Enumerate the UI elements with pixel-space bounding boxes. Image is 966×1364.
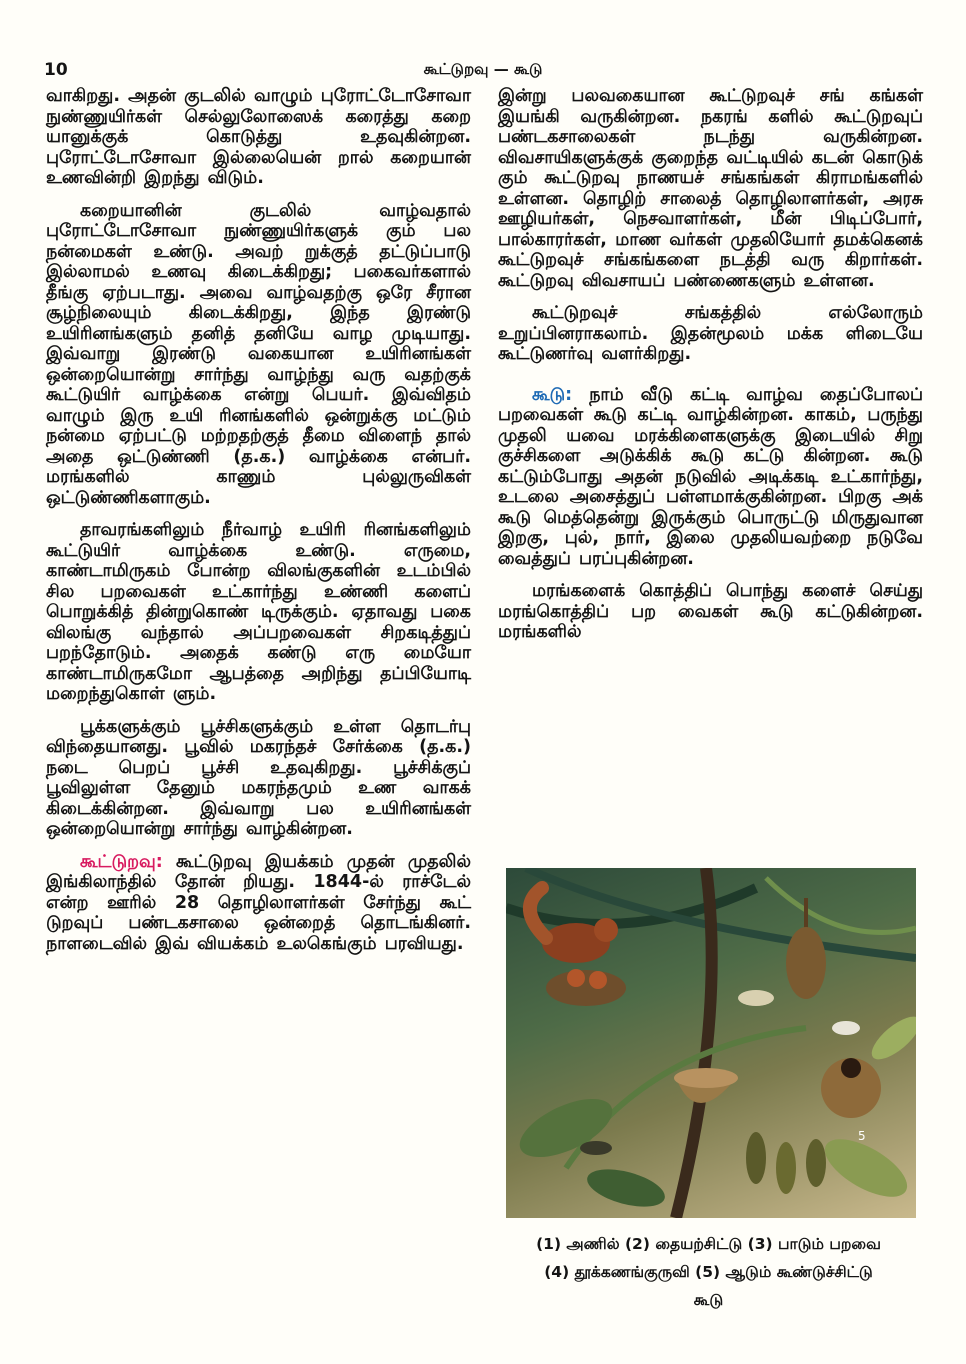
page-number: 10: [44, 60, 68, 80]
koodu-paragraph: [498, 385, 923, 570]
caption-line: (4) தூக்கணங்குருவி (5) ஆடும் கூண்டுச்சிட்டு: [544, 1263, 873, 1281]
paragraph: கூட்டுறவுச் சங்கத்தில் எல்லோரும் உறுப்பினராகலாம். இதன்மூலம் மக்க ளிடையே கூட்டுணர்வு வளர்கிறது.: [498, 303, 923, 364]
right-column: [498, 86, 923, 655]
paragraph: இன்று பலவகையான கூட்டுறவுச் சங் கங்கள் இயங்கி வருகின்றன. நகரங் களில் கூட்டுறவுப் பண்டகசாலைகள் நடந்து வருகின்றன. விவசாயிகளுக்குக் குறைந்த வட்டியில் கடன் கொடுக் கும் கூட்டுறவு நாணயச் சங்கங்கள் கிராமங்களில் உள்ளன. தொழிற் சாலைத் தொழிலாளர்கள், அரசு ஊழியர்கள், நெசவாளர்கள், மீன் பிடிப்போர், பால்காரர்கள், மாண வர்கள் முதலியோர் தமக்கெனக் கூட்டுறவுச் சங்கங்களை நடத்தி வரு கிறார்கள். கூட்டுறவு விவசாயப் பண்ணைகளும் உள்ளன.: [498, 86, 923, 291]
koodu-heading: கூடு:: [532, 384, 573, 405]
figure-caption: [496, 1230, 921, 1314]
nests-illustration-art: [506, 868, 916, 1218]
figure-marker-5: 5: [858, 1129, 866, 1143]
kooturavu-text: கூட்டுறவு இயக்கம் முதன் முதலில் இங்கிலாந்தில் தோன் றியது. 1844-ல் ராச்டேல் என்ற ஊரில் 28 தொழிலாளர்கள் சேர்ந்து கூட் டுறவுப் பண்டகசாலை ஒன்றைத் தொடங்கினர். நாளடைவில் இவ் வியக்கம் உலகெங்கும் பரவியது.: [46, 851, 471, 954]
paragraph: கறையானின் குடலில் வாழ்வதால் புரோட்டோசோவா நுண்ணுயிர்களுக் கும் பல நன்மைகள் உண்டு. அவற் றுக்குத் தட்டுப்பாடு இல்லாமல் உணவு கிடைக்கிறது; பகைவர்களால் தீங்கு ஏற்படாது. அவை வாழ்வதற்கு ஒரே சீரான சூழ்நிலையும் கிடைக்கிறது, இந்த இரண்டு உயிரினங்களும் தனித் தனியே வாழ முடியாது. இவ்வாறு இரண்டு வகையான உயிரினங்கள் ஒன்றையொன்று சார்ந்து வாழ்ந்து வரு வதற்குக் கூட்டுயிர் வாழ்க்கை என்று பெயர். இவ்விதம் வாழும் இரு உயி ரினங்களில் ஒன்றுக்கு மட்டும் நன்மை ஏற்பட்டு மற்றதற்குத் தீமை விளைந் தால் அதை ஒட்டுண்ணி (த.க.) வாழ்க்கை என்பர். மரங்களில் காணும் புல்லுருவிகள் ஒட்டுண்ணிகளாகும்.: [46, 200, 471, 508]
left-column: [46, 86, 471, 966]
running-title: கூட்டுறவு — கூடு: [423, 60, 543, 78]
kooturavu-heading: கூட்டுறவு:: [80, 851, 163, 872]
caption-line: கூடு: [693, 1291, 724, 1309]
paragraph: வாகிறது. அதன் குடலில் வாழும் புரோட்டோசோவா நுண்ணுயிர்கள் செல்லுலோஸைக் கரைத்து கறை யானுக்குக் கொடுத்து உதவுகின்றன. புரோட்டோசோவா இல்லையென் றால் கறையான் உணவின்றி இறந்து விடும்.: [46, 86, 471, 188]
koodu-text: நாம் வீடு கட்டி வாழ்வ தைப்போலப் பறவைகள் கூடு கட்டி வாழ்கின்றன. காகம், பருந்து முதலி யவை மரக்கிளைகளுக்கு இடையில் சிறு குச்சிகளை அடுக்கிக் கூடு கட்டு கின்றன. கூடு கட்டும்போது அதன் நடுவில் அடிக்கடி உட்கார்ந்து, உடலை அசைத்துப் பள்ளமாக்குகின்றன. பிறகு அக் கூடு மெத்தென்று இருக்கும் பொருட்டு மிருதுவான இறகு, புல், நார், இலை முதலியவற்றை நடுவே வைத்துப் பரப்புகின்றன.: [498, 384, 923, 569]
paragraph: தாவரங்களிலும் நீர்வாழ் உயிரி ரினங்களிலும் கூட்டுயிர் வாழ்க்கை உண்டு. எருமை, காண்டாமிருகம் போன்ற விலங்குகளின் உடம்பில் சில பறவைகள் உட்கார்ந்து உண்ணி களைப் பொறுக்கித் தின்றுகொண் டிருக்கும். ஏதாவது பகை விலங்கு வந்தால் அப்பறவைகள் சிறகடித்துப் பறந்தோடும். அதைக் கண்டு எரு மையோ காண்டாமிருகமோ ஆபத்தை அறிந்து தப்பியோடி மறைந்துகொள் ளும்.: [46, 520, 471, 704]
paragraph: பூக்களுக்கும் பூச்சிகளுக்கும் உள்ள தொடர்பு விந்தையானது. பூவில் மகரந்தச் சேர்க்கை (த.க.) நடை பெறப் பூச்சி உதவுகிறது. பூச்சிக்குப் பூவிலுள்ள தேனும் மகரந்தமும் உண வாகக் கிடைக்கின்றன. இவ்வாறு பல உயிரினங்கள் ஒன்றையொன்று சார்ந்து வாழ்கின்றன.: [46, 716, 471, 839]
kooturavu-paragraph: [46, 852, 471, 955]
caption-line: (1) அணில் (2) தையற்சிட்டு (3) பாடும் பறவை: [536, 1235, 881, 1253]
paragraph: மரங்களைக் கொத்திப் பொந்து களைச் செய்து மரங்கொத்திப் பற வைகள் கூடு கட்டுகின்றன. மரங்களில்: [498, 581, 923, 642]
nests-illustration: [506, 868, 916, 1218]
